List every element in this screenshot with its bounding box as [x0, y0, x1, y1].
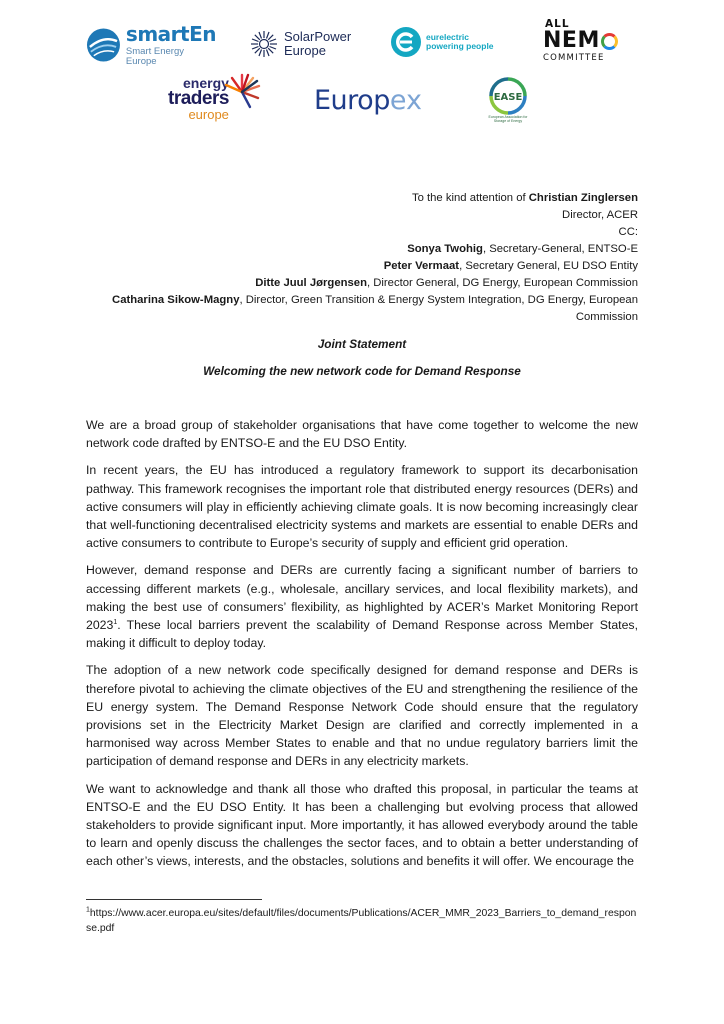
all-nemo-committee-logo [543, 18, 629, 68]
nemo-ring-icon [601, 33, 618, 50]
addressee-line-2: Director, ACER [562, 209, 638, 221]
solarpower-line2: Europe [284, 43, 326, 58]
solarpower-europe-logo [250, 26, 360, 62]
etraders-line2: traders [168, 88, 229, 110]
europex-part2: ex [389, 84, 422, 116]
body-paragraph-2: In recent years, the EU has introduced a regulatory framework to support its decarbonisation pathway. This framework recognises the important role that distributed energy resources (DERs) and active consumers will play in efficiently achieving climate goals. It is now becoming increasingly clear that well-functioning decentralised electricity systems and markets are essential to enable DERs and active consumers to contribute to Europe’s security of supply and efficient grid operation. [86, 463, 638, 551]
footnote-marker: 1 [86, 906, 90, 914]
footnote [86, 906, 638, 936]
europex-logo [314, 82, 440, 118]
cc-recipient-4: Catharina Sikow-Magny, Director, Green Transition & Energy System Integration, DG Energy, European Commission [112, 294, 638, 323]
footnote-divider [86, 899, 262, 900]
etraders-line3: europe [188, 106, 229, 122]
solar-sun-icon [250, 30, 278, 58]
body-paragraph-1: We are a broad group of stakeholder organisations that have come together to welcome the new network code drafted by ENTSO-E and the EU DSO Entity. [86, 418, 638, 451]
eurelectric-e-icon [390, 26, 422, 58]
eurelectric-logo [390, 24, 508, 60]
energy-traders-europe-logo [168, 74, 276, 124]
smarten-logo [86, 24, 216, 66]
europex-part1: Europ [314, 84, 390, 116]
statement-body [86, 416, 638, 880]
smarten-name: smartEn [125, 22, 216, 46]
cc-recipient-2: Peter Vermaat, Secretary General, EU DSO Entity [383, 260, 638, 272]
starburst-icon [223, 73, 261, 111]
body-paragraph-3: However, demand response and DERs are currently facing a significant number of barriers to accessing different markets (e.g., wholesale, ancillary services, and local flexibility markets), and making the best use of consumers’ flexibility, as highlighted by ACER’s Market Monitoring Report 2023$^1$. These local barriers prevent the scalability of Demand Response across Member States, making it difficult to deploy today. [86, 563, 638, 651]
footnote-url[interactable]: https://www.acer.europa.eu/sites/default/files/documents/Publications/ACER_MMR_2023_Barriers_to_demand_response.pdf [86, 908, 637, 934]
cc-recipient-1: Sonya Twohig, Secretary-General, ENTSO-E [407, 243, 638, 255]
recipient-name: Christian Zinglersen [528, 192, 638, 204]
ease-ring-icon [488, 76, 528, 116]
statement-title: Joint Statement [317, 337, 407, 351]
smarten-tagline: Smart Energy Europe [125, 46, 184, 67]
nemo-word [543, 30, 618, 52]
body-paragraph-5: We want to acknowledge and thank all those who drafted this proposal, in particular the teams at ENTSO-E and the EU DSO Entity. It has been a challenging but evolving process that allowed stakeholders to provide significant input. More importantly, it has allowed everybody around the table to learn and openly discuss the challenges the sector faces, and to obtain a better understanding of each other’s views, interests, and the obstacles, solutions and benefits it will offer. We encourage the [86, 781, 638, 869]
statement-subtitle: Welcoming the new network code for Demand Response [203, 364, 521, 378]
solarpower-line1: SolarPower [284, 29, 352, 45]
nemo-all: ALL [545, 18, 570, 30]
ease-acronym: EASE [493, 92, 523, 103]
footnote-reference: 1 [113, 618, 118, 626]
nemo-committee: COMMITTEE [543, 53, 605, 63]
addressee-line-1: To the kind attention of Christian Zinglersen [411, 192, 638, 204]
etraders-line1: energy [183, 75, 229, 92]
eurelectric-line2: powering people [426, 41, 494, 51]
cc-recipient-3: Ditte Juul Jørgensen, Director General, DG Energy, European Commission [255, 277, 638, 289]
ease-logo [484, 76, 532, 128]
ease-subtitle: European Association for Storage of Energy [488, 115, 528, 123]
nemo-prefix: NEM [543, 28, 600, 53]
smarten-globe-icon [86, 27, 121, 63]
eurelectric-line1: eurelectric [426, 32, 469, 43]
addressee-block [98, 190, 638, 326]
body-paragraph-4: The adoption of a new network code specifically designed for demand response and DERs is therefore pivotal to achieving the climate objectives of the EU and strengthening the resilience of the EU energy system. The Demand Response Network Code should ensure that the regulatory provisions set in the Electricity Market Design are clarified and correctly implemented in a harmonised way across Member States to enable and that no undue regulatory barriers limit the participation of demand response and DERs in any electricity markets. [86, 663, 638, 769]
addressee-cc-label: CC: [618, 226, 638, 238]
